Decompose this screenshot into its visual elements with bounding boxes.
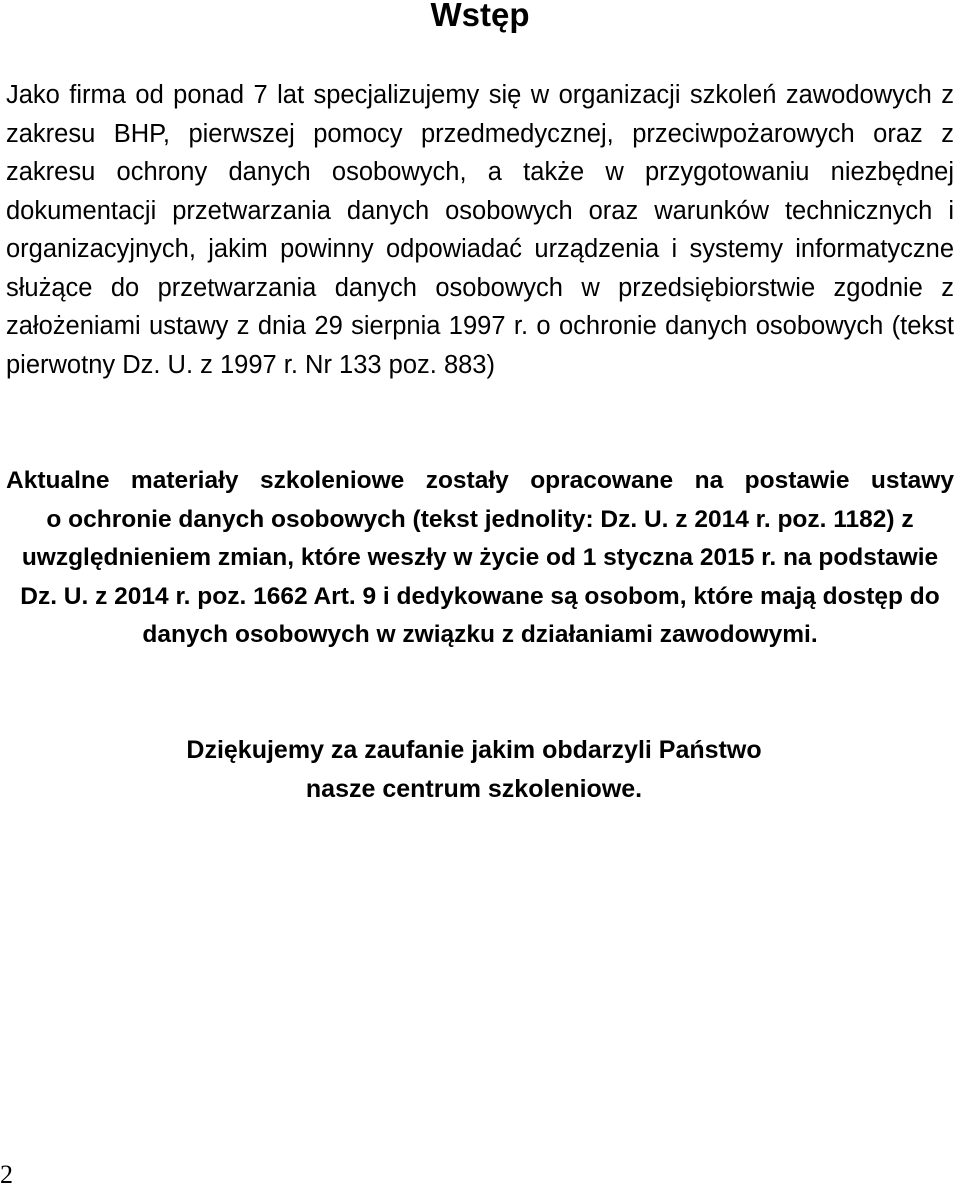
thanks-line-2: nasze centrum szkoleniowe. bbox=[305, 774, 643, 803]
page-number: 2 bbox=[0, 1160, 13, 1189]
page-title: Wstęp bbox=[430, 0, 530, 33]
materials-paragraph-rest: o ochronie danych osobowych (tekst jednolity: Dz. U. z 2014 r. poz. 1182) z uwzględnieniem zmian, które weszły w życie od 1 styczna 2015 r. na podstawie Dz. U. z 2014 r. poz. 1662 Art. 9 i dedykowane są osobom, które mają dostęp do danych osobowych w związku z działaniami zawodowymi. bbox=[20, 505, 940, 648]
materials-paragraph bbox=[6, 462, 954, 655]
thanks-line-1: Dziękujemy za zaufanie jakim obdarzyli Państwo bbox=[186, 736, 762, 764]
thanks-message bbox=[0, 731, 948, 808]
materials-paragraph-first-line: Aktualne materiały szkoleniowe zostały opracowane na postawie ustawy bbox=[6, 467, 954, 494]
intro-paragraph: Jako firma od ponad 7 lat specjalizujemy się w organizacji szkoleń zawodowych z zakresu BHP, pierwszej pomocy przedmedycznej, przeciwpożarowych oraz z zakresu ochrony danych osobowych, a także w przygotowaniu niezbędnej dokumentacji przetwarzania danych osobowych oraz warunków technicznych i organizacyjnych, jakim powinny odpowiadać urządzenia i systemy informatyczne służące do przetwarzania danych osobowych w przedsiębiorstwie zgodnie z założeniami ustawy z dnia 29 sierpnia 1997 r. o ochronie danych osobowych (tekst pierwotny Dz. U. z 1997 r. Nr 133 poz. 883) bbox=[6, 81, 954, 379]
